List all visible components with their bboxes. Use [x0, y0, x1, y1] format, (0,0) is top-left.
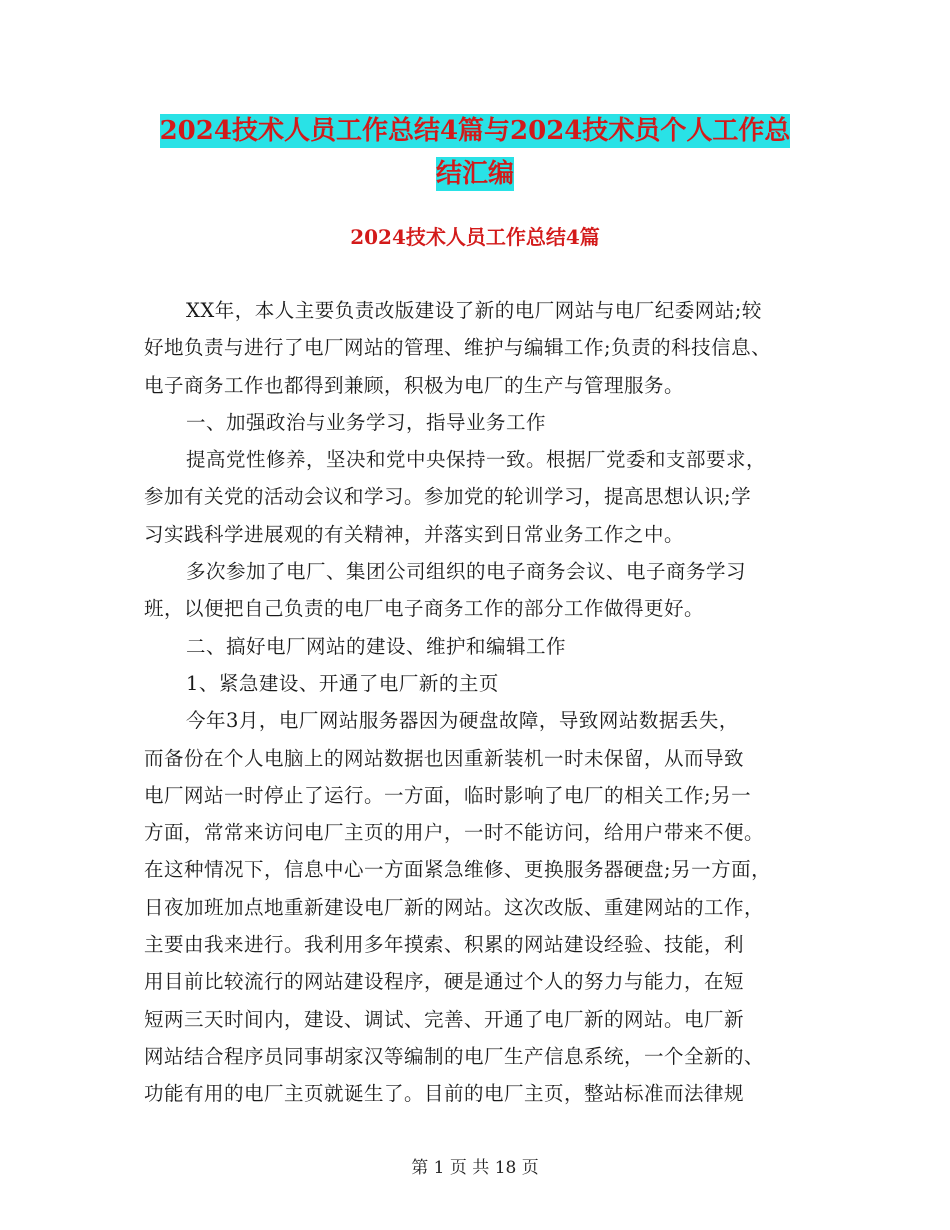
- page-footer: [0, 1153, 950, 1178]
- body-line: 在这种情况下，信息中心一方面紧急维修、更换服务器硬盘;另一方面，: [144, 858, 772, 882]
- body-line: 习实践科学进展观的有关精神，并落实到日常业务工作之中。: [144, 522, 685, 546]
- body-heading-line: 二、搞好电厂网站的建设、维护和编辑工作: [186, 634, 567, 658]
- section-heading: 2024技术人员工作总结4篇: [350, 225, 600, 249]
- body-line: XX年，本人主要负责改版建设了新的电厂网站与电厂纪委网站;较: [186, 299, 762, 322]
- body-line: 电子商务工作也都得到兼顾，积极为电厂的生产与管理服务。: [144, 373, 685, 397]
- page-number-label: 第 1 页 共 18 页: [411, 1158, 539, 1178]
- body-line: 好地负责与进行了电厂网站的管理、维护与编辑工作;负责的科技信息、: [144, 336, 772, 360]
- title-highlight-1: 2024技术人员工作总结4篇与2024技术员个人工作总: [159, 116, 791, 146]
- body-line: 功能有用的电厂主页就诞生了。目前的电厂主页，整站标准而法律规: [144, 1082, 745, 1106]
- body-line: 参加有关党的活动会议和学习。参加党的轮训学习，提高思想认识;学: [144, 485, 752, 509]
- document-body: [144, 292, 804, 1113]
- body-line: 方面，常常来访问电厂主页的用户，一时不能访问，给用户带来不便。: [144, 821, 765, 845]
- body-line: 多次参加了电厂、集团公司组织的电子商务会议、电子商务学习: [186, 560, 747, 584]
- title-highlight-2: 结汇编: [435, 159, 514, 189]
- body-line: 日夜加班加点地重新建设电厂新的网站。这次改版、重建网站的工作，: [144, 895, 765, 919]
- body-line: 用目前比较流行的网站建设程序，硬是通过个人的努力与能力，在短: [144, 970, 745, 994]
- document-title-line-1: [0, 109, 950, 153]
- body-line: 网站结合程序员同事胡家汉等编制的电厂生产信息系统，一个全新的、: [144, 1044, 765, 1068]
- body-line: 班，以便把自己负责的电厂电子商务工作的部分工作做得更好。: [144, 597, 705, 621]
- document-title-line-2: [0, 152, 950, 196]
- body-line: 电厂网站一时停止了运行。一方面，临时影响了电厂的相关工作;另一: [144, 783, 752, 807]
- body-line: 而备份在个人电脑上的网站数据也因重新装机一时未保留，从而导致: [144, 746, 745, 770]
- body-line: 主要由我来进行。我利用多年摸索、积累的网站建设经验、技能，利: [144, 933, 745, 957]
- body-line: 短两三天时间内，建设、调试、完善、开通了电厂新的网站。电厂新: [144, 1007, 745, 1031]
- body-heading-line: 一、加强政治与业务学习，指导业务工作: [186, 410, 547, 434]
- body-subheading-line: 1、紧急建设、开通了电厂新的主页: [186, 671, 499, 695]
- body-line: 提高党性修养，坚决和党中央保持一致。根据厂党委和支部要求，: [186, 448, 767, 472]
- body-line: 今年3月，电厂网站服务器因为硬盘故障，导致网站数据丢失，: [186, 709, 739, 733]
